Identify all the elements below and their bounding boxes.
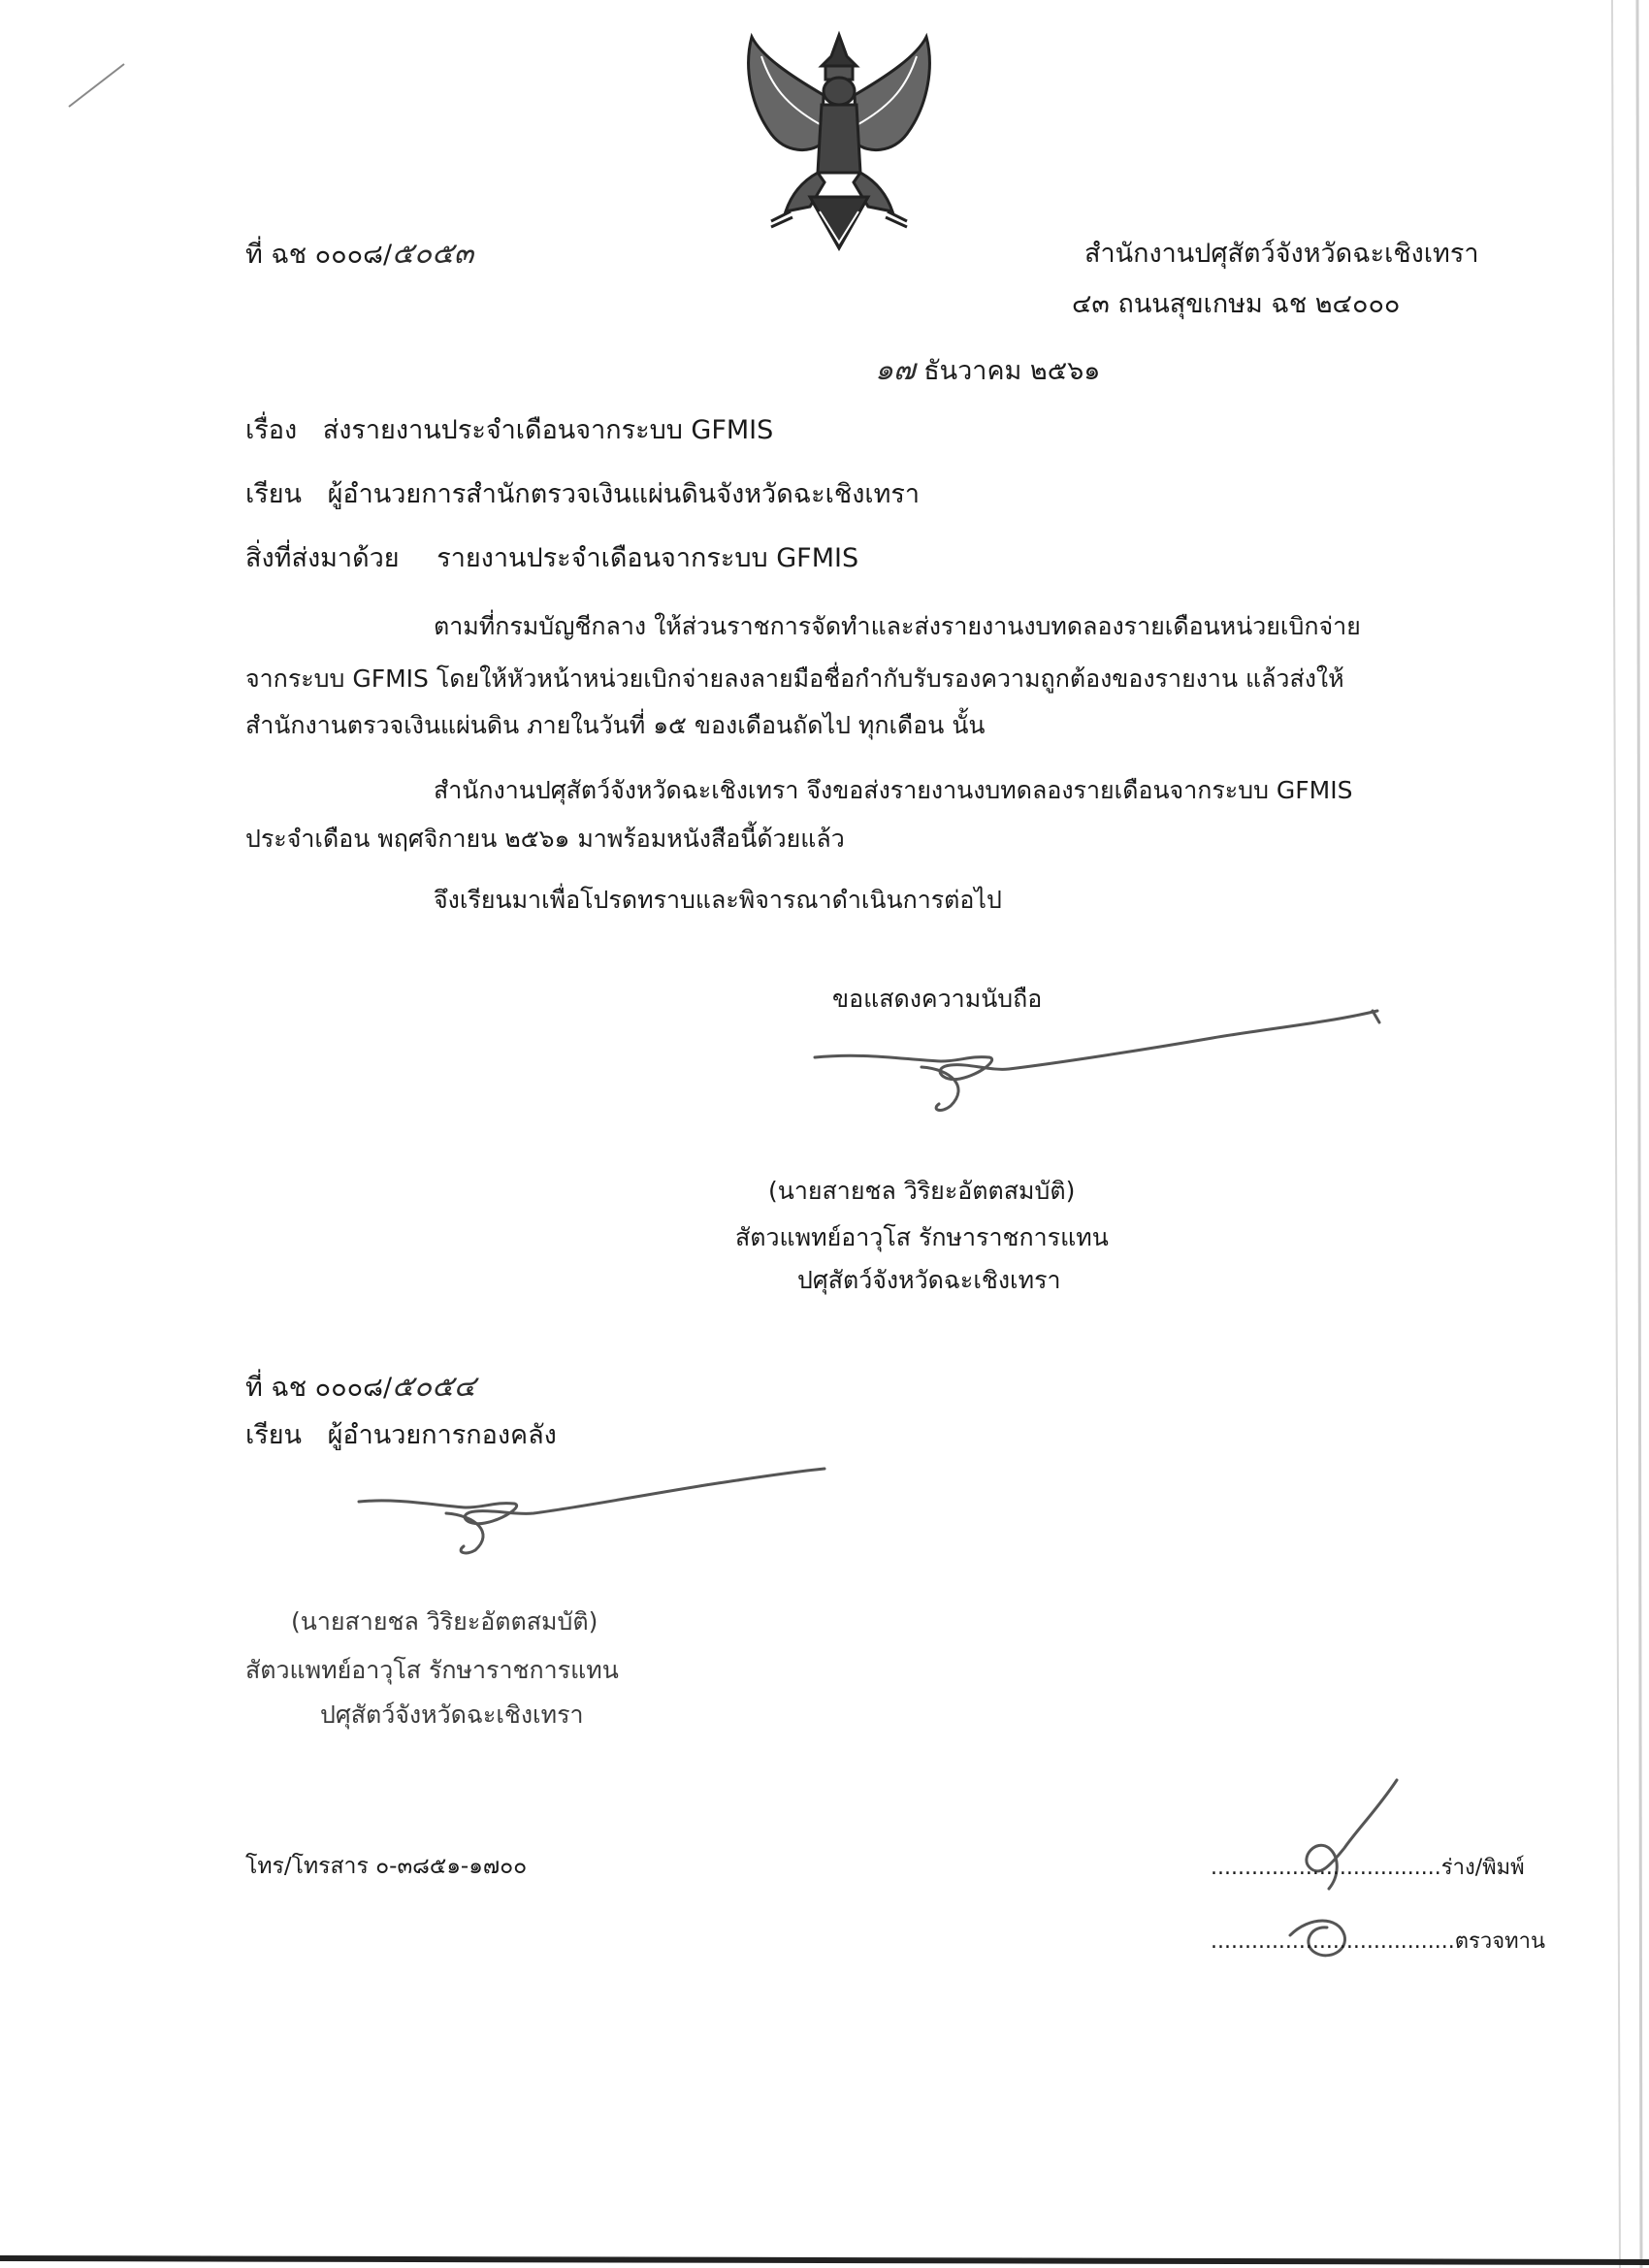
body-para1-line2: จากระบบ GFMIS โดยให้หัวหน้าหน่วยเบิกจ่ายลงลายมือชื่อกำกับรับรองความถูกต้องของรายงาน แล้วส่งให้ [245, 664, 1344, 693]
date-month-year: ธันวาคม ๒๕๖๑ [923, 356, 1101, 386]
doc-number-second-label: ที่ ฉช ๐๐๐๘/ [245, 1373, 393, 1403]
subject-line [245, 411, 773, 450]
signatory-second-name: (นายสายชล วิริยะอัตตสมบัติ) [291, 1607, 598, 1636]
body-para1-line1: ตามที่กรมบัญชีกลาง ให้ส่วนราชการจัดทำและส่งรายงานงบทดลองรายเดือนหน่วยเบิกจ่าย [434, 612, 1361, 640]
office-name: สำนักงานปศุสัตว์จังหวัดฉะเชิงเทรา [1084, 239, 1479, 269]
check-label: ตรวจทาน [1454, 1929, 1546, 1954]
doc-number-label: ที่ ฉช ๐๐๐๘/ [245, 240, 393, 270]
signatory-main-name: (นายสายชล วิริยะอัตตสมบัติ) [768, 1177, 1076, 1205]
scan-edge-right [1591, 0, 1649, 2268]
recipient-second-label: เรียน [245, 1420, 303, 1450]
doc-number [245, 235, 473, 275]
recipient-label: เรียน [245, 479, 303, 509]
pen-mark [64, 58, 132, 116]
signatory-main-title: ปศุสัตว์จังหวัดฉะเชิงเทรา [797, 1266, 1061, 1294]
enclosure-label: สิ่งที่ส่งมาด้วย [245, 543, 400, 573]
contact-phone-fax: โทร/โทรสาร ๐-๓๘๕๑-๑๗๐๐ [245, 1854, 528, 1879]
check-dots: .................................... [1211, 1929, 1455, 1954]
signatory-second-position: สัตวแพทย์อาวุโส รักษาราชการแทน [245, 1656, 619, 1684]
letter-date [875, 351, 1100, 391]
body-para1-line3: สำนักงานตรวจเงินแผ่นดิน ภายในวันที่ ๑๕ ของเดือนถัดไป ทุกเดือน นั้น [245, 711, 986, 739]
garuda-emblem-icon [732, 27, 946, 252]
doc-number-second [245, 1368, 475, 1408]
signature-second [349, 1455, 834, 1571]
check-line [1211, 1923, 1545, 1961]
recipient-text: ผู้อำนวยการสำนักตรวจเงินแผ่นดินจังหวัดฉะเชิงเทรา [327, 479, 921, 509]
signature-main [805, 999, 1387, 1125]
draft-dots: .................................. [1211, 1856, 1441, 1880]
body-para3: จึงเรียนมาเพื่อโปรดทราบและพิจารณาดำเนินการต่อไป [434, 886, 1002, 914]
recipient-line [245, 475, 920, 514]
scan-edge-bottom [0, 2249, 1649, 2268]
subject-label: เรื่อง [245, 415, 298, 445]
enclosure-text: รายงานประจำเดือนจากระบบ GFMIS [436, 543, 859, 573]
signatory-main-position: สัตวแพทย์อาวุโส รักษาราชการแทน [735, 1223, 1109, 1251]
draft-label: ร่าง/พิมพ์ [1440, 1856, 1525, 1880]
doc-number-handwritten: ๕๐๕๓ [392, 237, 474, 271]
doc-number-second-handwritten: ๕๐๕๔ [392, 1370, 476, 1404]
closing: ขอแสดงความนับถือ [832, 985, 1043, 1013]
date-day-handwritten: ๑๗ [875, 353, 916, 387]
subject-text: ส่งรายงานประจำเดือนจากระบบ GFMIS [322, 415, 774, 445]
draft-line [1211, 1849, 1525, 1888]
signatory-second-title: ปศุสัตว์จังหวัดฉะเชิงเทรา [320, 1701, 584, 1729]
enclosure-line [245, 539, 858, 578]
body-para2-line2: ประจำเดือน พฤศจิกายน ๒๕๖๑ มาพร้อมหนังสือนี้ด้วยแล้ว [245, 825, 845, 853]
recipient-second-line [245, 1416, 557, 1455]
body-para2-line1: สำนักงานปศุสัตว์จังหวัดฉะเชิงเทรา จึงขอส่งรายงานงบทดลองรายเดือนจากระบบ GFMIS [434, 776, 1353, 804]
recipient-second-text: ผู้อำนวยการกองคลัง [327, 1420, 557, 1450]
office-address: ๔๓ ถนนสุขเกษม ฉช ๒๔๐๐๐ [1072, 289, 1401, 319]
